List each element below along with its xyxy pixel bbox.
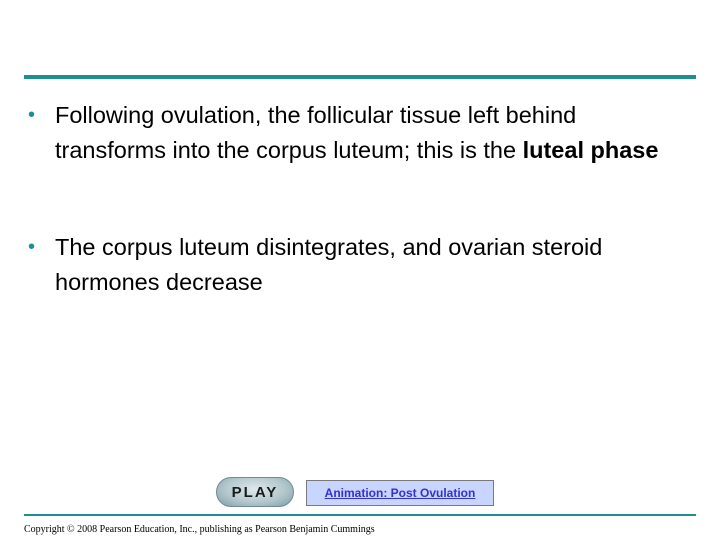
copyright-notice: Copyright © 2008 Pearson Education, Inc., publishing as Pearson Benjamin Cummings	[24, 524, 375, 535]
bullet-marker: •	[28, 236, 36, 258]
bullet-text-1-plain: Following ovulation, the follicular tissue left behind transforms into the corpus luteum; this is the	[55, 102, 577, 163]
animation-link[interactable]: Animation: Post Ovulation	[306, 480, 494, 506]
play-button[interactable]: PLAY	[216, 477, 294, 507]
bottom-divider	[24, 514, 696, 516]
bullet-text-2: The corpus luteum disintegrates, and ovarian steroid hormones decrease	[55, 234, 603, 295]
bullet-text-1-bold: luteal phase	[522, 137, 659, 163]
bullet-marker: •	[28, 104, 36, 126]
top-divider	[24, 75, 696, 79]
bullet-text-1	[55, 98, 675, 168]
